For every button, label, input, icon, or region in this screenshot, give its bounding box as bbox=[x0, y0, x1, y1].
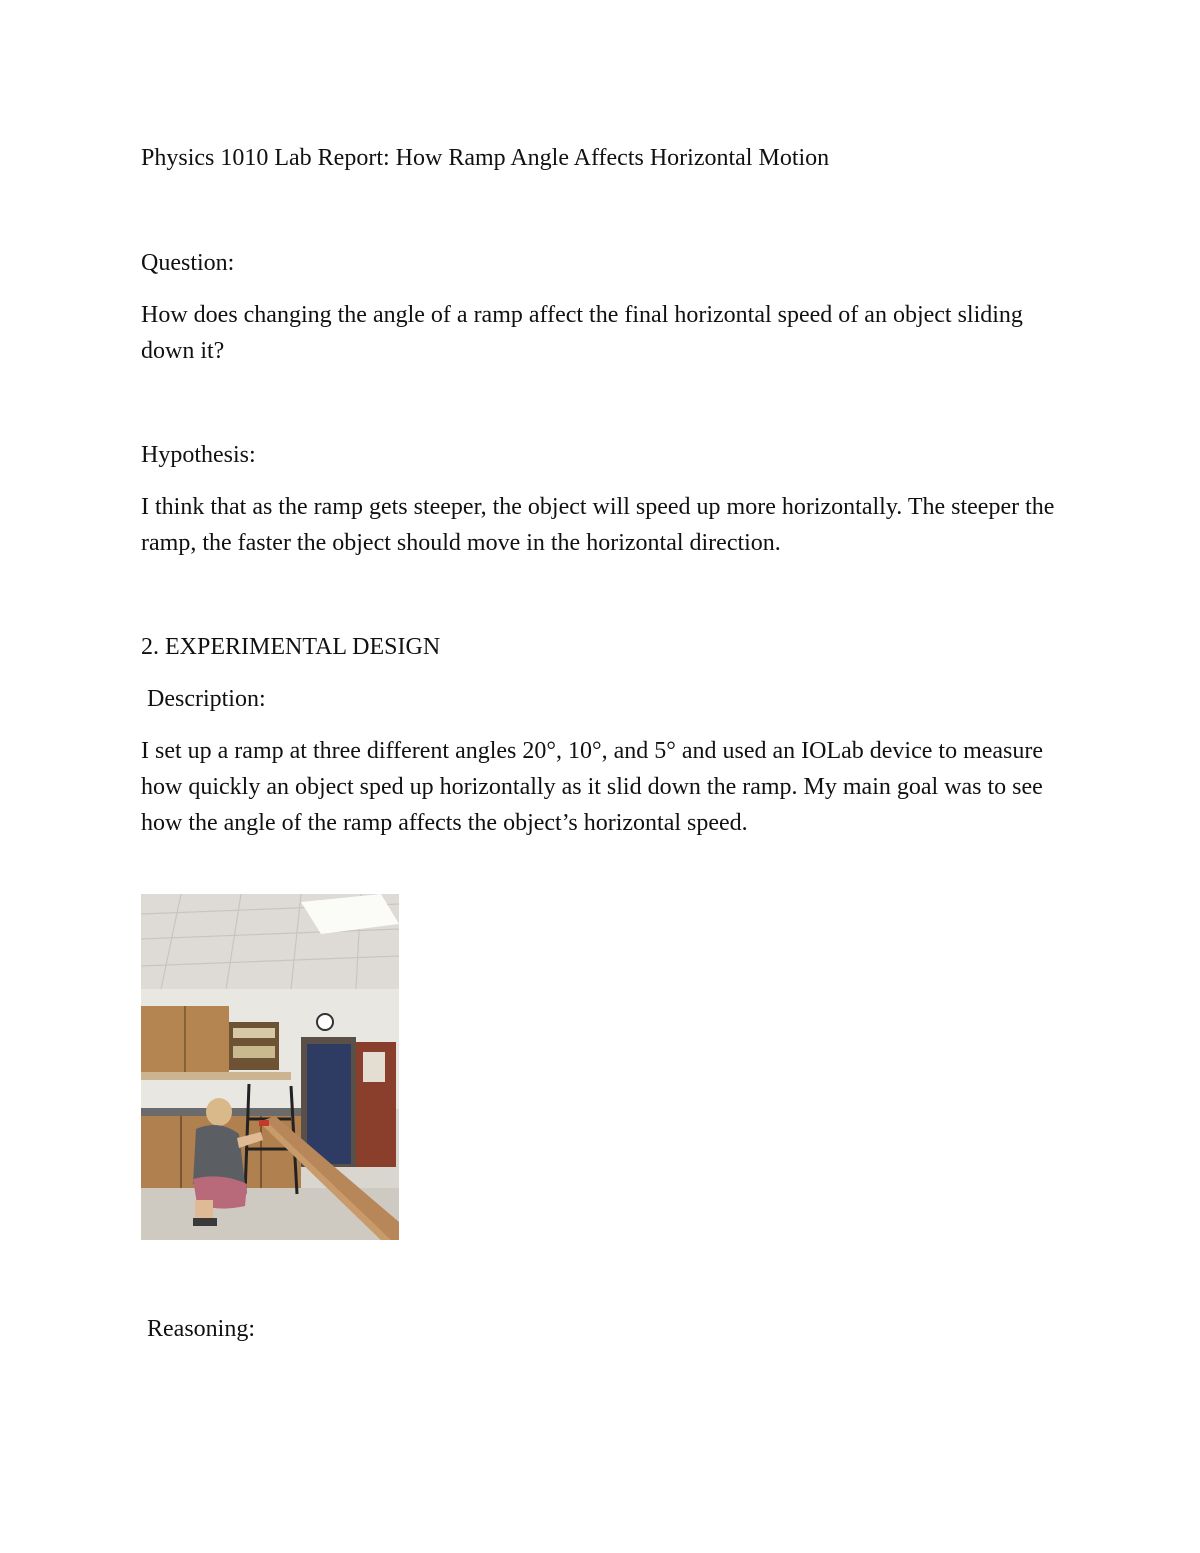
question-text: How does changing the angle of a ramp affect the final horizontal speed of an object sliding down it? bbox=[141, 302, 1023, 364]
description-text: I set up a ramp at three different angles 20°, 10°, and 5° and used an IOLab device to measure how quickly an object sped up horizontally as it slid down the ramp. My main goal was to see how the angle of the ramp affects the object’s horizontal speed. bbox=[141, 738, 1044, 836]
hypothesis-text: I think that as the ramp gets steeper, the object will speed up more horizontally. The steeper the ramp, the faster the object should move in the horizontal direction. bbox=[141, 494, 1055, 556]
experiment-setup-photo bbox=[141, 894, 399, 1240]
question-heading: Question: bbox=[141, 250, 235, 276]
description-heading: Description: bbox=[147, 686, 266, 712]
reasoning-heading: Reasoning: bbox=[147, 1316, 255, 1342]
section-heading-experimental-design: 2. EXPERIMENTAL DESIGN bbox=[141, 634, 441, 660]
hypothesis-heading: Hypothesis: bbox=[141, 442, 256, 468]
report-title: Physics 1010 Lab Report: How Ramp Angle Affects Horizontal Motion bbox=[141, 145, 830, 171]
